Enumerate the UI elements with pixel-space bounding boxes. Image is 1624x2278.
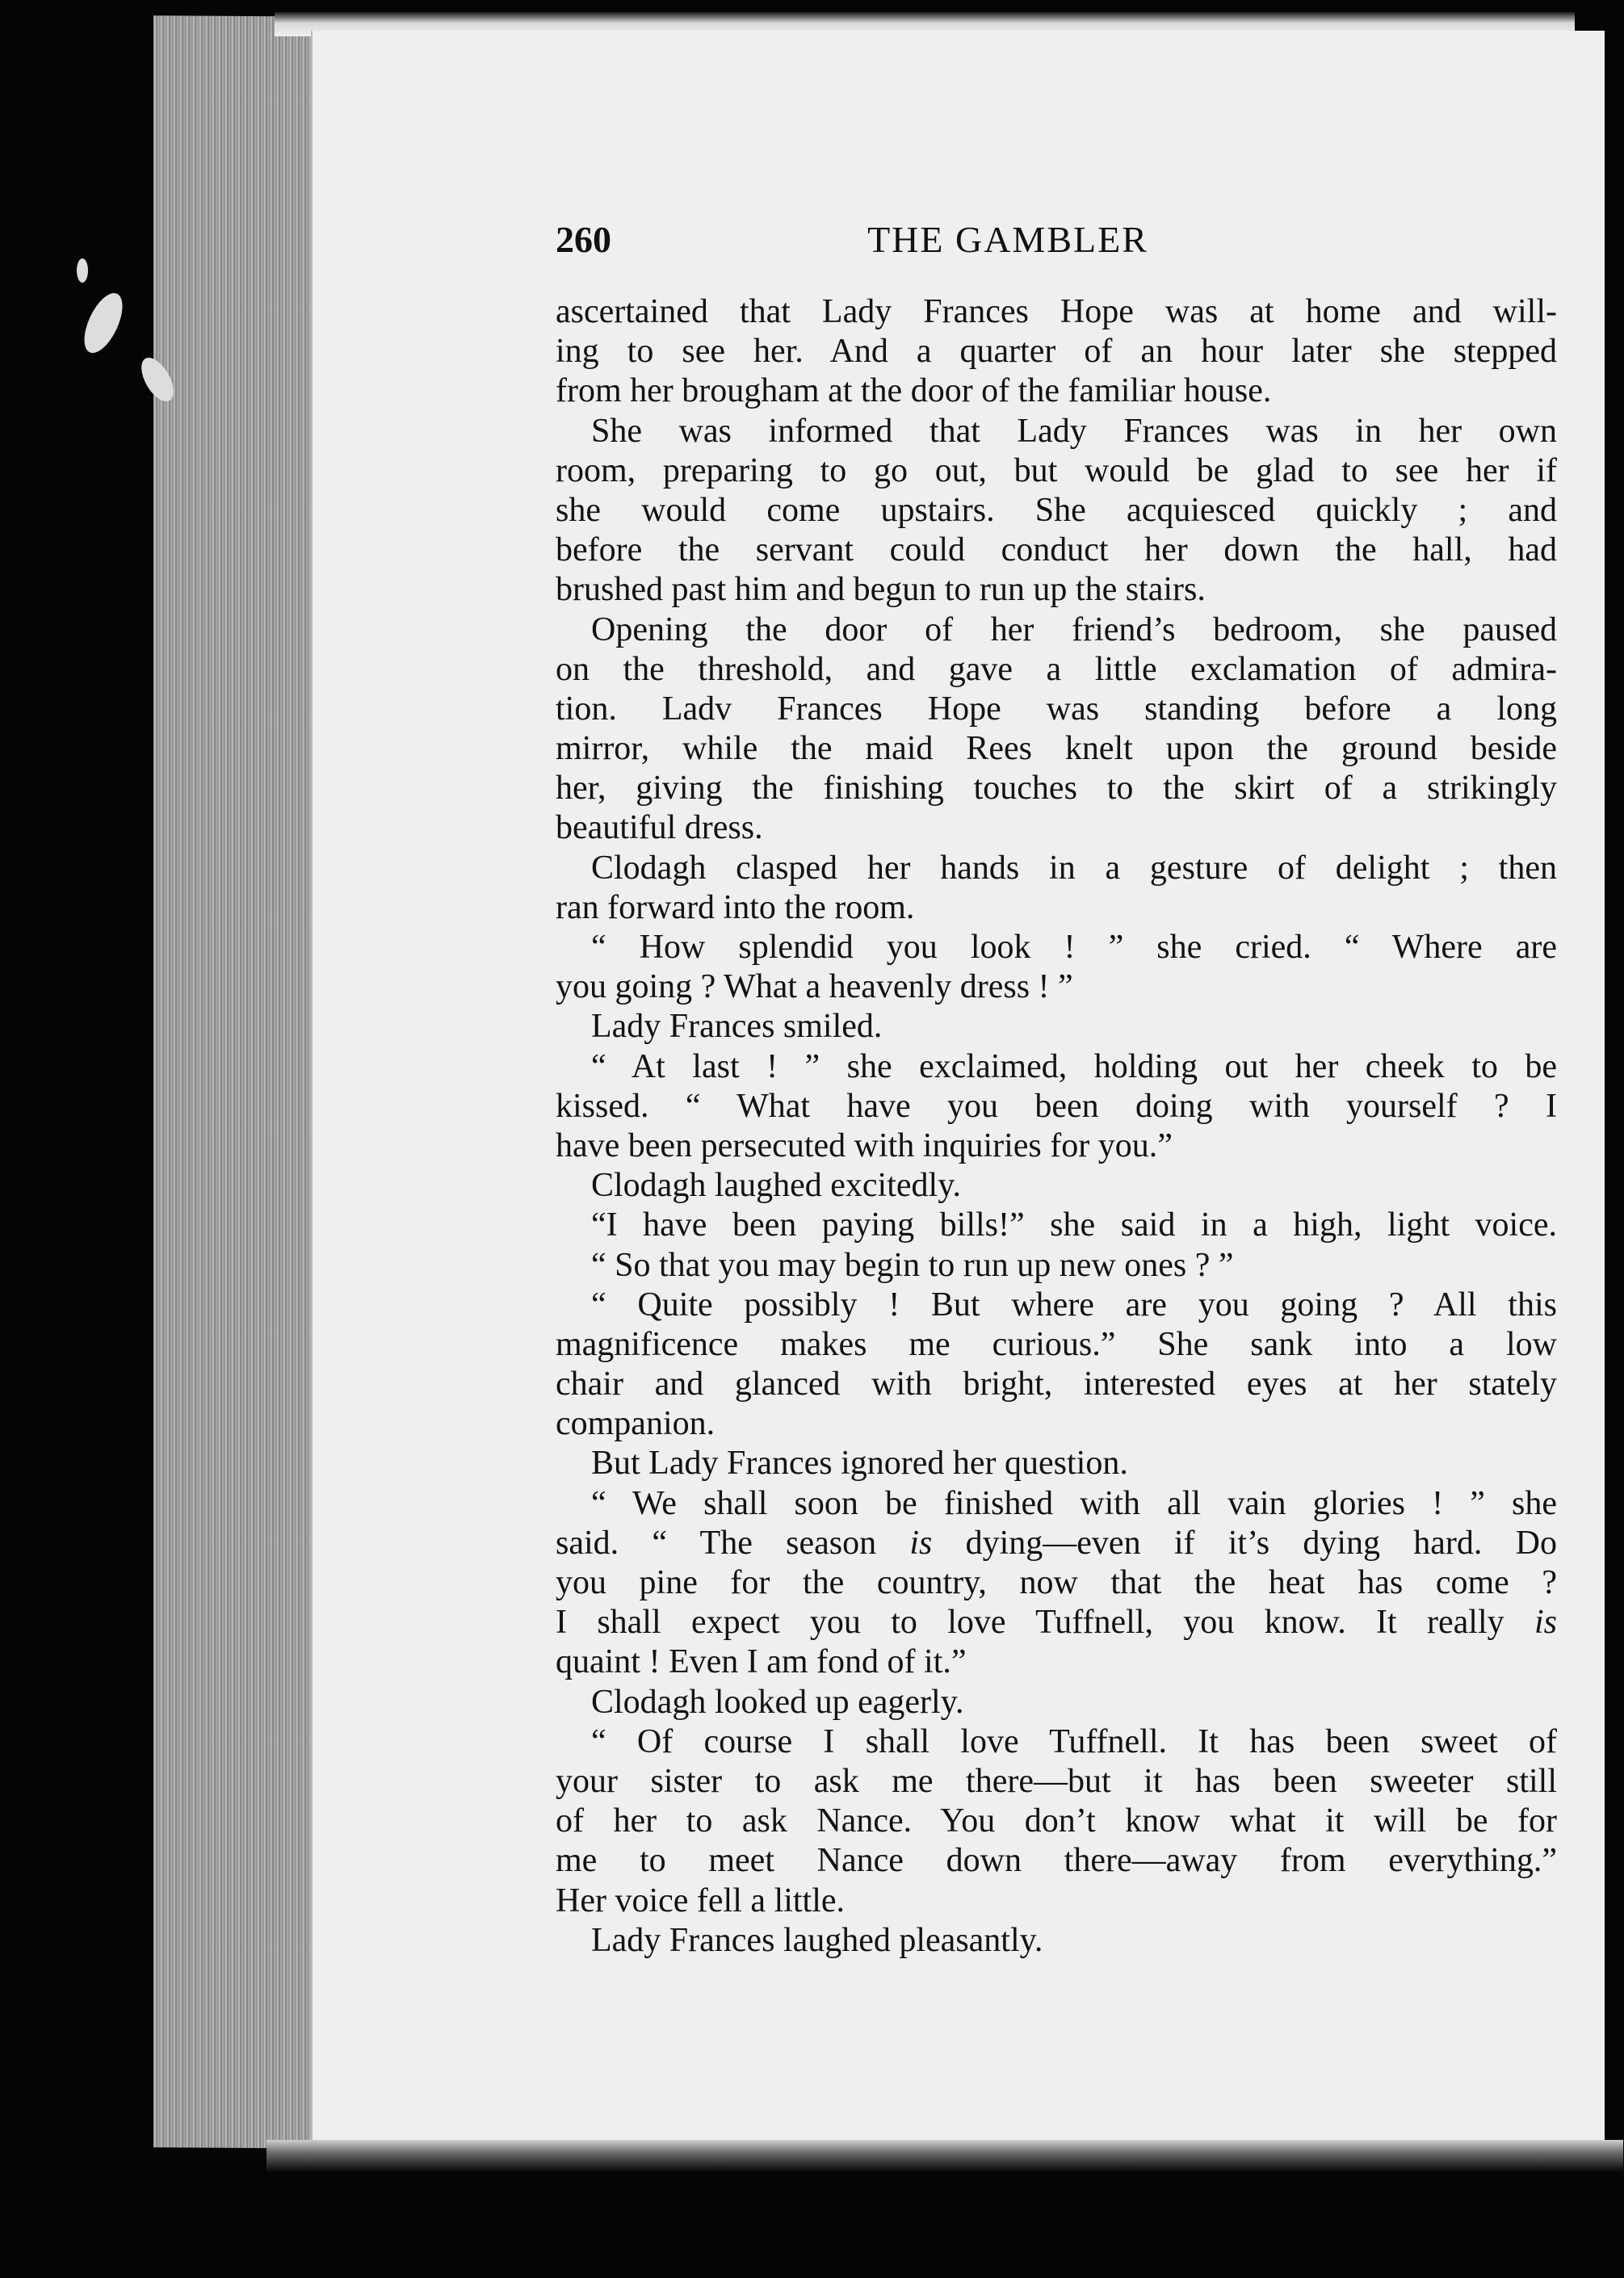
text-line: “I have been paying bills!” she said in a high, light voice.	[591, 1206, 1557, 1244]
text-line: room, preparing to go out, but would be glad to see her if	[556, 451, 1557, 489]
text-line: Her voice fell a little.	[556, 1882, 846, 1919]
page-number: 260	[556, 219, 611, 260]
text-line: quaint ! Even I am fond of it.”	[556, 1643, 967, 1681]
text-line: before the servant could conduct her down the hall, had	[556, 531, 1557, 569]
text-line: magnificence makes me curious.” She sank into a low	[556, 1325, 1557, 1363]
page-bottom-shadow	[266, 2140, 1623, 2172]
text-line: you pine for the country, now that the heat has come ?	[556, 1564, 1557, 1601]
text-line: “ We shall soon be finished with all vain glories ! ” she	[591, 1484, 1557, 1522]
text-line: you going ? What a heavenly dress ! ”	[556, 968, 1073, 1006]
text-line: have been persecuted with inquiries for you.”	[556, 1126, 1173, 1164]
text-line: from her brougham at the door of the familiar house.	[556, 372, 1272, 410]
text-line: kissed. “ What have you been doing with yourself ? I	[556, 1087, 1557, 1125]
background-speck	[77, 258, 88, 283]
text-line: her, giving the finishing touches to the skirt of a strikingly	[556, 770, 1557, 808]
body-text	[556, 292, 1557, 1961]
text-line: mirror, while the maid Rees knelt upon the ground beside	[556, 730, 1557, 768]
text-line: Opening the door of her friend’s bedroom, she paused	[591, 610, 1557, 648]
text-line: Lady Frances laughed pleasantly.	[591, 1921, 1043, 1959]
text-line: ran forward into the room.	[556, 888, 915, 926]
text-line: She was informed that Lady Frances was in her own	[591, 412, 1557, 450]
text-line: “ Of course I shall love Tuffnell. It has been sweet of	[591, 1722, 1557, 1760]
text-line: “ At last ! ” she exclaimed, holding out her cheek to be	[591, 1047, 1557, 1085]
text-line: your sister to ask me there—but it has been sweeter still	[556, 1762, 1557, 1800]
text-line: “ So that you may begin to run up new ones ? ”	[591, 1246, 1234, 1284]
text-line: ascertained that Lady Frances Hope was at home and will-	[556, 293, 1557, 330]
text-line: said. “ The season is dying—even if it’s dying hard. Do	[556, 1524, 1557, 1562]
text-line: chair and glanced with bright, interested eyes at her stately	[556, 1366, 1557, 1403]
text-line: she would come upstairs. She acquiesced quickly ; and	[556, 491, 1557, 529]
text-line: Clodagh looked up eagerly.	[591, 1683, 964, 1721]
text-line: beautiful dress.	[556, 809, 763, 847]
text-line: brushed past him and begun to run up the stairs.	[556, 571, 1206, 609]
text-line: I shall expect you to love Tuffnell, you know. It really is	[556, 1604, 1557, 1642]
background-speck	[77, 287, 130, 359]
text-line: “ Quite possibly ! But where are you going ? All this	[591, 1286, 1557, 1324]
text-line: “ How splendid you look ! ” she cried. “ Where are	[591, 929, 1557, 966]
text-line: Clodagh clasped her hands in a gesture of delight ; then	[591, 849, 1557, 887]
text-line: on the threshold, and gave a little exclamation of admira-	[556, 650, 1557, 688]
text-line: companion.	[556, 1405, 715, 1443]
text-line: me to meet Nance down there—away from everything.”	[556, 1842, 1557, 1880]
running-title: THE GAMBLER	[867, 219, 1148, 260]
text-line: tion. Ladv Frances Hope was standing before a long	[556, 690, 1557, 728]
text-line: of her to ask Nance. You don’t know what it will be for	[556, 1802, 1557, 1840]
text-line: ing to see her. And a quarter of an hour later she stepped	[556, 333, 1557, 371]
text-line: Clodagh laughed excitedly.	[591, 1167, 961, 1205]
text-line: But Lady Frances ignored her question.	[591, 1445, 1128, 1483]
text-line: Lady Frances smiled.	[591, 1008, 883, 1046]
running-head	[556, 218, 1557, 275]
